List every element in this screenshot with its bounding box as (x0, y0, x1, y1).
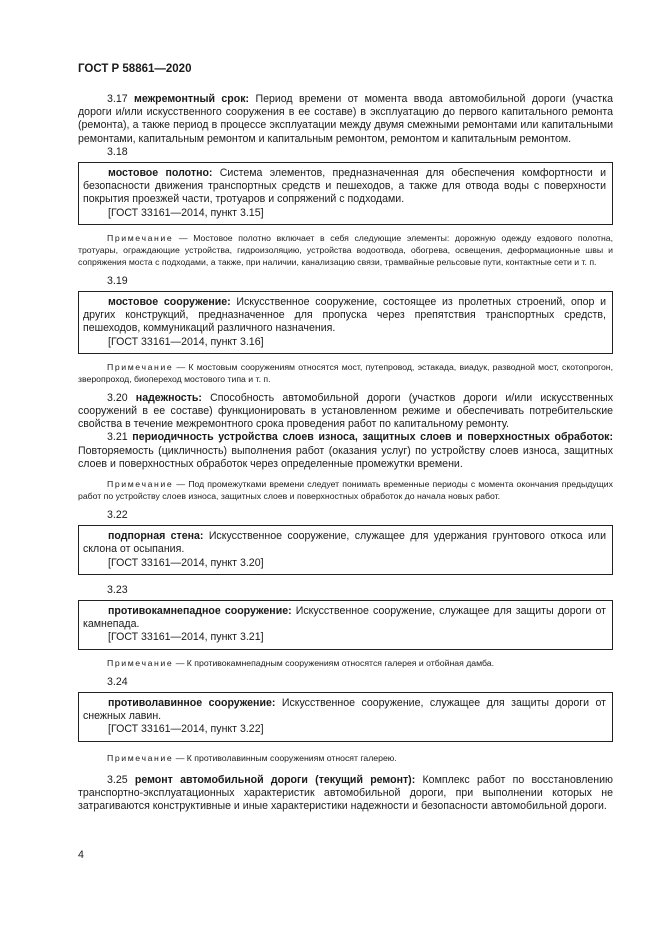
note-text: — Мостовое полотно включает в себя следующие элементы: дорожную одежду ездового полотна, тротуары, ограждающие устройства, гидроизоляцию, устройства водоотвода, обогрева, освещения, деформационные швы и сопряжения моста с подходами, а также, при наличии, канализацию связи, трамвайные рельсовые пути, контактные сети и т. п. (78, 232, 613, 267)
entry-definition: Период времени от момента ввода автомобильной дороги (участка дороги и/или искусственного сооружения в ее составе) в эксплуатацию до первого капитального ремонта (ремонта), а также период в процессе эксплуатации между двумя смежными ремонтами или капитальными ремонтами, капитальным ремонтом и капитальным ремонтом, ремонтом и капитальным ремонтом. (78, 93, 613, 145)
entry-definition: Искусственное сооружение, состоящее из пролетных строений, опор и других конструкций, предназначенное для пропуска через препятствия транспортных средств, пешеходов, коммуникаций различного назначения. (83, 296, 606, 335)
entry-definition: Способность автомобильной дороги (участков дороги и/или искусственных сооружений в ее составе) функционировать в установленном режиме и обеспечивать потребительские свойства в течение межремонтного срока проведения работ по капитальному ремонту. (78, 391, 613, 431)
entry-note (78, 232, 613, 268)
entry-reference: [ГОСТ 33161—2014, пункт 3.22] (108, 723, 264, 736)
note-label: Примечание (107, 361, 174, 372)
entry-number: 3.24 (107, 675, 128, 688)
entry-term: подпорная стена: (108, 530, 204, 543)
note-text: — К противокамнепадным сооружениям относятся галерея и отбойная дамба. (173, 657, 494, 668)
entry-term: межремонтный срок: (134, 93, 250, 105)
entry-number: 3.21 (107, 431, 128, 444)
page-header: ГОСТ Р 58861—2020 (78, 63, 192, 75)
note-text: — Под промежутками времени следует понимать временные периоды с момента окончания предыдущих работ по устройству слоев износа, защитных слоев и поверхностных обработок до начала новых работ. (78, 479, 613, 502)
entry-reference: [ГОСТ 33161—2014, пункт 3.15] (108, 206, 264, 219)
entry-term: ремонт автомобильной дороги (текущий ремонт): (134, 773, 416, 786)
entry-definition: Система элементов, предназначенная для обеспечения комфортности и безопасности движения транспортных средств и пешеходов, а также для отвода воды с поверхности покрытия проезжей части, тротуаров и сопряжений с подходами. (83, 167, 606, 206)
entry-term: периодичность устройства слоев износа, защитных слоев и поверхностных обработок: (132, 431, 613, 444)
note-label: Примечание (107, 752, 174, 763)
entry-reference: [ГОСТ 33161—2014, пункт 3.16] (108, 335, 264, 348)
entry-3-24-box (78, 692, 613, 742)
note-label: Примечание (107, 657, 174, 668)
entry-definition: Искусственное сооружение, служащее для защиты дороги от снежных лавин. (83, 696, 606, 723)
note-text: — К противолавинным сооружениям относят галерею. (173, 752, 397, 763)
entry-number: 3.17 (107, 93, 128, 105)
entry-3-25 (78, 774, 613, 814)
entry-3-23-box (78, 600, 613, 650)
note-text: — К мостовым сооружениям относятся мост, путепровод, эстакада, виадук, разводной мост, скотопрогон, зверопроход, биопереход мостового типа и т. п. (78, 361, 613, 384)
entry-term: противолавинное сооружение: (108, 696, 276, 709)
entry-definition: Комплекс работ по восстановлению транспортно-эксплуатационных характеристик автомобильной дороги, при выполнении которых не затрагиваются конструктивные и иные характеристики надежности и безопасности автомобильной дороги. (78, 773, 614, 812)
entry-term: надежность: (135, 391, 202, 404)
entry-definition: Искусственное сооружение, служащее для удержания грунтового откоса или склона от осыпания. (83, 530, 606, 556)
entry-note (78, 752, 613, 764)
page-number: 4 (78, 849, 84, 861)
entry-reference: [ГОСТ 33161—2014, пункт 3.20] (108, 556, 264, 569)
entry-definition: Повторяемость (цикличность) выполнения работ (оказания услуг) по устройству слоев износа, защитных слоев и поверхностных обработок через определенные промежутки времени. (78, 444, 613, 470)
entry-3-21 (78, 431, 613, 471)
entry-term: мостовое полотно: (108, 167, 213, 180)
entry-reference: [ГОСТ 33161—2014, пункт 3.21] (108, 631, 264, 644)
document-body (78, 93, 613, 813)
entry-3-17 (78, 93, 613, 146)
entry-number: 3.22 (107, 509, 128, 522)
entry-3-22-box (78, 525, 613, 575)
entry-term: противокамнепадное сооружение: (108, 605, 292, 618)
entry-number: 3.20 (107, 391, 128, 404)
note-label: Примечание (107, 479, 174, 490)
entry-definition: Искусственное сооружение, служащее для защиты дороги от камнепада. (83, 605, 606, 631)
entry-number: 3.25 (107, 773, 128, 786)
note-label: Примечание (107, 232, 174, 243)
entry-number: 3.19 (107, 274, 128, 287)
entry-number: 3.18 (107, 145, 128, 158)
entry-note (78, 478, 613, 502)
entry-note (78, 657, 613, 669)
entry-3-20 (78, 392, 613, 432)
entry-note (78, 361, 613, 385)
entry-number: 3.23 (107, 583, 128, 596)
entry-3-19-box (78, 291, 613, 354)
entry-term: мостовое сооружение: (108, 296, 231, 309)
entry-3-18-box (78, 162, 613, 225)
